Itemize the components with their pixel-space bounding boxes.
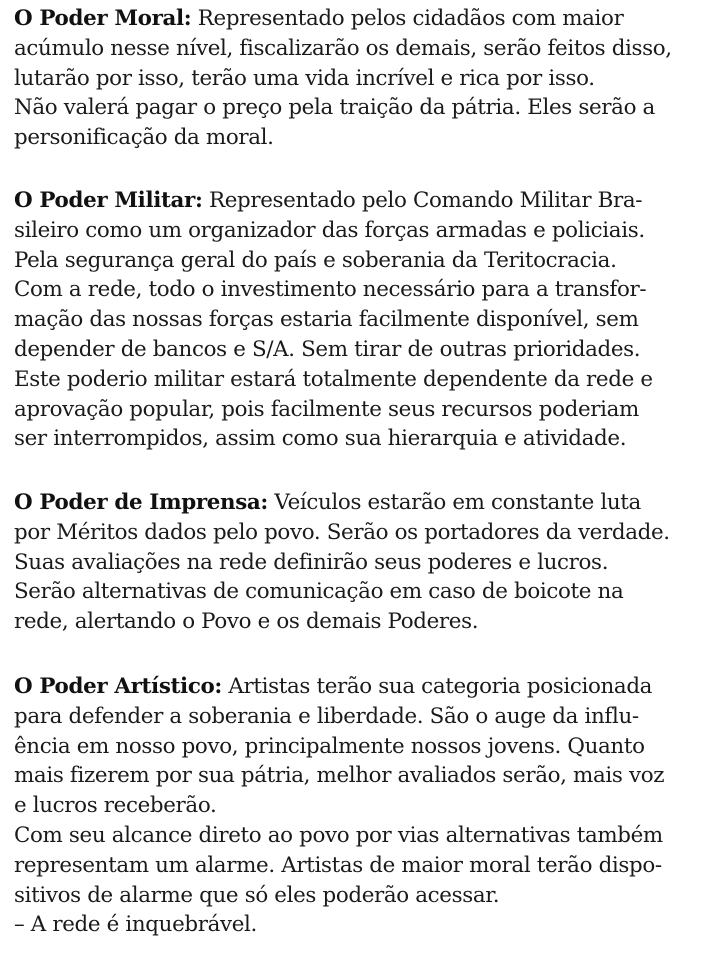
paragraph-line: personificação da moral. [14,125,274,151]
paragraph-line: Este poderio militar estará totalmente dependente da rede e [14,366,653,392]
paragraph-line: aprovação popular, pois facilmente seus recursos poderiam [14,396,639,422]
section-heading: O Poder Artístico: [14,674,222,699]
paragraph-line [14,186,653,216]
paragraph-line: para defender a soberania e liberdade. São o auge da influ- [14,703,639,729]
paragraph-line: ência em nosso povo, principalmente nossos jovens. Quanto [14,733,645,759]
paragraph-line: lutarão por isso, terão uma vida incrível e rica por isso. [14,65,595,91]
paragraph-line: depender de bancos e S/A. Sem tirar de outras prioridades. [14,336,641,362]
paragraph-line [14,488,670,518]
paragraph-text: Representado pelos cidadãos com maior [191,6,624,31]
section-heading: O Poder Moral: [14,6,192,31]
paragraph-line: mais fizerem por sua pátria, melhor avaliados serão, mais voz [14,763,665,789]
paragraph-line: representam um alarme. Artistas de maior moral terão dispo- [14,852,662,878]
paragraph-line: ser interrompidos, assim como sua hierarquia e atividade. [14,426,627,452]
paragraph-line: Pela segurança geral do país e soberania da Teritocracia. [14,247,617,273]
section-heading: O Poder de Imprensa: [14,490,268,515]
section-heading: O Poder Militar: [14,188,203,213]
paragraph-line: sileiro como um organizador das forças armadas e policiais. [14,217,645,243]
section-poder-militar [14,186,653,454]
paragraph-text: Veículos estarão em constante luta [267,490,641,515]
paragraph-line: acúmulo nesse nível, fiscalizarão os demais, serão feitos disso, [14,35,672,61]
paragraph-line: por Méritos dados pelo povo. Serão os portadores da verdade. [14,519,670,545]
paragraph-text: Representado pelo Comando Militar Bra- [202,188,643,213]
section-poder-moral [14,4,672,153]
paragraph-line: e lucros receberão. [14,793,217,819]
paragraph-line: Com seu alcance direto ao povo por vias alternativas também [14,822,663,848]
paragraph-line: sitivos de alarme que só eles poderão acessar. [14,882,500,908]
section-poder-artistico [14,672,664,940]
paragraph-line: – A rede é inquebrável. [14,912,257,938]
paragraph-text: Artistas terão sua categoria posicionada [221,674,653,699]
paragraph-line: rede, alertando o Povo e os demais Poderes. [14,609,479,635]
paragraph-line [14,672,664,702]
paragraph-line: Com a rede, todo o investimento necessário para a transfor- [14,277,647,303]
paragraph-line: Suas avaliações na rede definirão seus poderes e lucros. [14,549,609,575]
paragraph-line: Não valerá pagar o preço pela traição da pátria. Eles serão a [14,95,655,121]
section-poder-imprensa [14,488,670,637]
paragraph-line [14,4,672,34]
paragraph-line: mação das nossas forças estaria facilmente disponível, sem [14,307,639,333]
paragraph-line: Serão alternativas de comunicação em caso de boicote na [14,579,624,605]
